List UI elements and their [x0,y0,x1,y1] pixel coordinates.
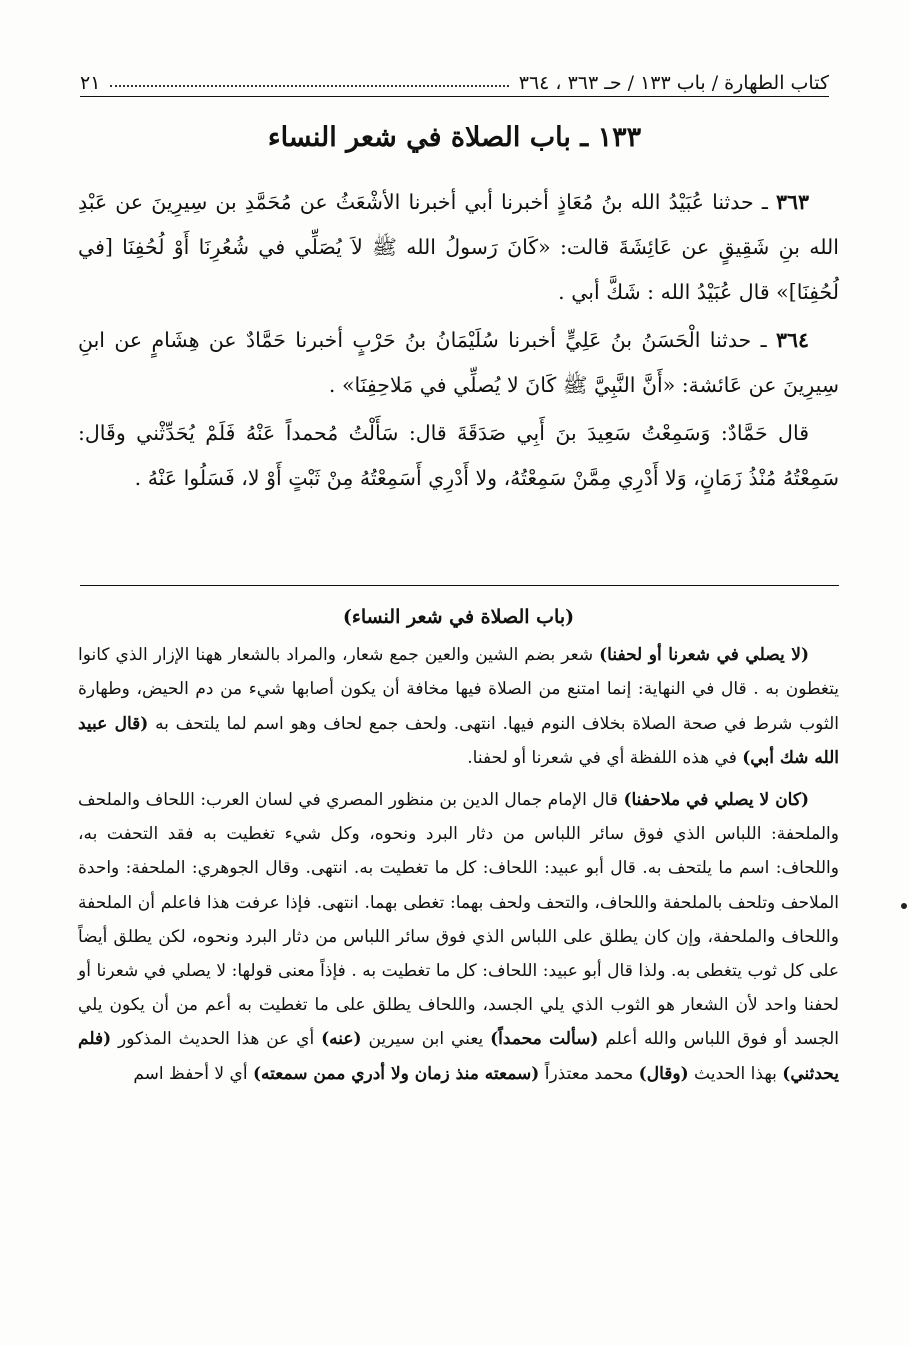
quoted-phrase: (سألت محمداً) [490,1029,599,1050]
quoted-phrase: (كان لا يصلي في ملاحفنا) [623,790,810,811]
header-dot-leader [110,85,508,87]
hadith-363 [78,180,839,315]
header-title: كتاب الطهارة / باب ١٣٣ / حـ ٣٦٣ ، ٣٦٤ [518,72,829,94]
hammad-note: قال حَمَّادٌ: وَسَمِعْتُ سَعِيدَ بنَ أَبِي صَدَقَةَ قال: سَأَلْتُ مُحمداً عَنْهُ فَلَمْ يُحَدِّثْني وقَال: سَمِعْتُهُ مُنْذُ زَمَانٍ، وَلا أَدْرِي مِمَّنْ سَمِعْتُهُ، ولا أَدْرِي أَسَمِعْتُهُ مِنْ ثَبْتٍ أَوْ لا، فَسَلُوا عَنْهُ . [78,421,839,490]
hadith-number: ٣٦٣ [775,190,809,214]
quoted-phrase: (لا يصلي في شعرنا أو لحفنا) [599,645,809,666]
quoted-phrase: (وقال) [638,1063,689,1084]
commentary-text: في هذه اللفظة أي في شعرنا أو لحفنا. [467,747,743,768]
running-header [80,58,829,97]
quoted-phrase: (قال عبيد الله شك أبي) [78,713,839,768]
chapter-title: ١٣٣ ـ باب الصلاة في شعر النساء [267,122,642,153]
margin-mark [901,903,907,909]
hadith-number: ٣٦٤ [775,328,809,352]
hadith-text-block [78,180,839,504]
paragraph-gap [78,775,839,783]
quoted-phrase: (فلم يحدثني) [78,1029,839,1084]
commentary-title: (باب الصلاة في شعر النساء) [342,606,575,628]
commentary-text: محمد معتذراً [539,1063,639,1084]
commentary-paragraph-2 [78,783,839,1091]
hadith-body: ـ حدثنا الْحَسَنُ بنُ عَلِيٍّ أخبرنا سُلَيْمَانُ بنُ حَرْبٍ أخبرنا حَمَّادٌ عن هِشَامٍ عن ابنِ سِيرِينَ عن عَائشة: «أَنَّ النَّبِيَّ ﷺ كَانَ لا يُصلِّي في مَلاحِفِنَا» . [78,328,839,397]
page-number: ٢١ [80,72,101,94]
commentary-text: بهذا الحديث [688,1063,783,1084]
hadith-364 [78,318,839,408]
commentary-block [78,600,839,1091]
commentary-text: قال الإمام جمال الدين بن منظور المصري في لسان العرب: اللحاف والملحف والملحفة: اللباس الذي فوق سائر اللباس من دثار البرد ونحوه، وكل شيء تغطيت به فقد التحفت به، واللحاف: اسم ما يلتحف به. قال أبو عبيد: اللحاف: كل ما تغطيت به. انتهى. وقال الجوهري: الملحفة: واحدة الملاحف وتلحف بالملحفة واللحاف، والتحف ولحف بهما: تغطى بهما. انتهى. فإذا عرفت هذا فاعلم أن الملحفة واللحاف والملحفة، وإن كان يطلق على اللباس الذي فوق سائر اللباس من دثار البرد ونحوه، لكن يطلق أيضاً على كل ثوب يتغطى به. ولذا قال أبو عبيد: اللحاف: كل ما تغطيت به . فإذاً معنى قولها: لا يصلي في شعرنا أو لحفنا واحد لأن الشعار هو الثوب الذي يلي الجسد، واللحاف يطلق على ما تغطيت به أعم من أن يكون يلي الجسد أو فوق اللباس والله أعلم [78,790,839,1050]
hadith-body: ـ حدثنا عُبَيْدُ الله بنُ مُعَاذٍ أخبرنا أبي أخبرنا الأشْعَثُ عن مُحَمَّدِ بن سِيرِينَ عن عَبْدِ الله بنِ شَقِيقٍ عن عَائِشَةَ قالت: «كَانَ رَسولُ الله ﷺ لاَ يُصَلِّي في شُعُرِنَا أَوْ لُحُفِنَا [في لُحُفِنَا]» قال عُبَيْدُ الله : شَكَّ أبي . [78,190,839,304]
commentary-paragraph-1 [78,638,839,775]
commentary-text: أي لا أحفظ اسم [133,1063,253,1084]
section-divider [80,585,839,586]
quoted-phrase: (عنه) [321,1029,362,1050]
commentary-text: شعر بضم الشين والعين جمع شعار، والمراد بالشعار ههنا الإزار الذي كانوا يتغطون به . قال في النهاية: إنما امتنع من الصلاة فيها مخافة أن يكون أصابها شيء من دم الحيض، وطهارة الثوب شرط في صحة الصلاة بخلاف النوم فيها. انتهى. ولحف جمع لحاف وهو اسم لما يلتحف به [78,645,839,734]
commentary-text: يعني ابن سيرين [361,1029,491,1050]
quoted-phrase: (سمعته منذ زمان ولا أدري ممن سمعته) [252,1063,540,1084]
commentary-text: أي عن هذا الحديث المذكور [111,1029,322,1050]
